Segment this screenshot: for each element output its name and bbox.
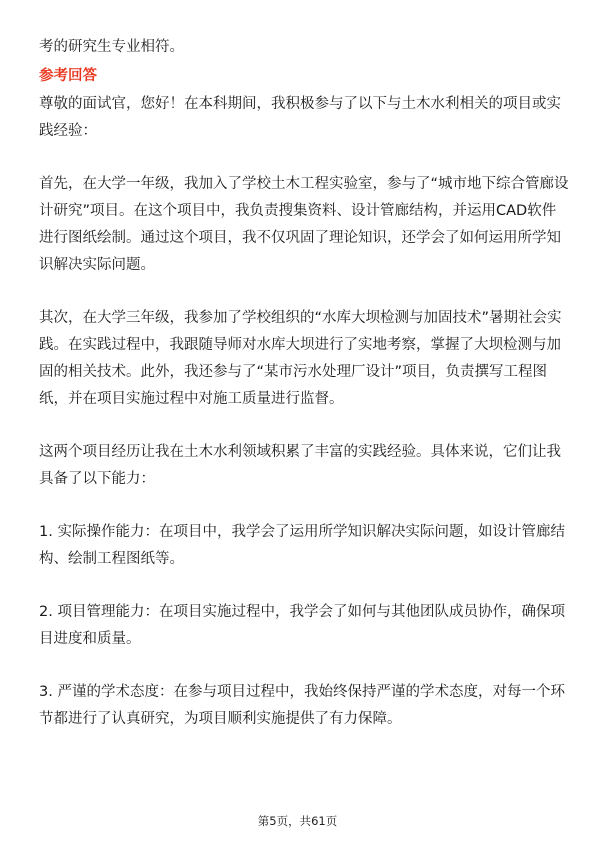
paragraph-line: 这两个项目经历让我在土木水利领域积累了丰富的实践经验。具体来说，它们让我 xyxy=(39,444,561,460)
paragraph-line: 节都进行了认真研究，为项目顺利实施提供了有力保障。 xyxy=(39,711,402,727)
paragraph-line: 首先，在大学一年级，我加入了学校土木工程实验室，参与了“城市地下综合管廊设 xyxy=(39,176,569,192)
paragraph-gap xyxy=(39,413,559,439)
paragraph-line: 践。在实践过程中，我跟随导师对水库大坝进行了实地考察，掌握了大坝检测与加 xyxy=(39,337,561,353)
paragraph-second-project xyxy=(39,305,562,413)
paragraph-line: 计研究”项目。在这个项目中，我负责搜集资料、设计管廊结构，并运用CAD软件 xyxy=(39,203,557,219)
paragraph-gap xyxy=(39,653,559,679)
paragraph-first-project xyxy=(39,171,569,279)
paragraph-summary xyxy=(39,439,559,493)
paragraph-ability-2 xyxy=(39,599,565,653)
paragraph-line: 固的相关技术。此外，我还参与了“某市污水处理厂设计”项目，负责撰写工程图 xyxy=(39,364,548,380)
paragraph-line: 3. 严谨的学术态度：在参与项目过程中，我始终保持严谨的学术态度，对每一个环 xyxy=(39,684,565,700)
paragraph-line: 目进度和质量。 xyxy=(39,631,141,647)
document-body xyxy=(39,34,569,733)
intro-text: 考的研究生专业相符。 xyxy=(39,39,184,55)
paragraph-line: 1. 实际操作能力：在项目中，我学会了运用所学知识解决实际问题，如设计管廊结 xyxy=(39,524,565,540)
intro-line xyxy=(39,34,559,61)
paragraph-greeting xyxy=(39,91,559,145)
paragraph-line: 进行图纸绘制。通过这个项目，我不仅巩固了理论知识，还学会了如何运用所学知 xyxy=(39,230,561,246)
paragraph-line: 其次，在大学三年级，我参加了学校组织的“水库大坝检测与加固技术”暑期社会实 xyxy=(39,310,562,326)
paragraph-line: 践经验： xyxy=(39,123,97,139)
paragraph-gap xyxy=(39,573,559,599)
paragraph-ability-1 xyxy=(39,519,565,573)
paragraph-line: 2. 项目管理能力：在项目实施过程中，我学会了如何与其他团队成员协作，确保项 xyxy=(39,604,565,620)
paragraph-line: 纸，并在项目实施过程中对施工质量进行监督。 xyxy=(39,391,344,407)
paragraph-line: 具备了以下能力： xyxy=(39,471,155,487)
paragraph-line: 构、绘制工程图纸等。 xyxy=(39,551,184,567)
paragraph-line: 尊敬的面试官，您好！在本科期间，我积极参与了以下与土木水利相关的项目或实 xyxy=(39,96,561,112)
paragraph-gap xyxy=(39,279,559,305)
answer-heading: 参考回答 xyxy=(39,68,97,84)
paragraph-line: 识解决实际问题。 xyxy=(39,257,155,273)
paragraph-ability-3 xyxy=(39,679,565,733)
paragraph-gap xyxy=(39,145,559,171)
paragraph-gap xyxy=(39,493,559,519)
page-number-footer: 第5页，共61页 xyxy=(257,814,338,828)
